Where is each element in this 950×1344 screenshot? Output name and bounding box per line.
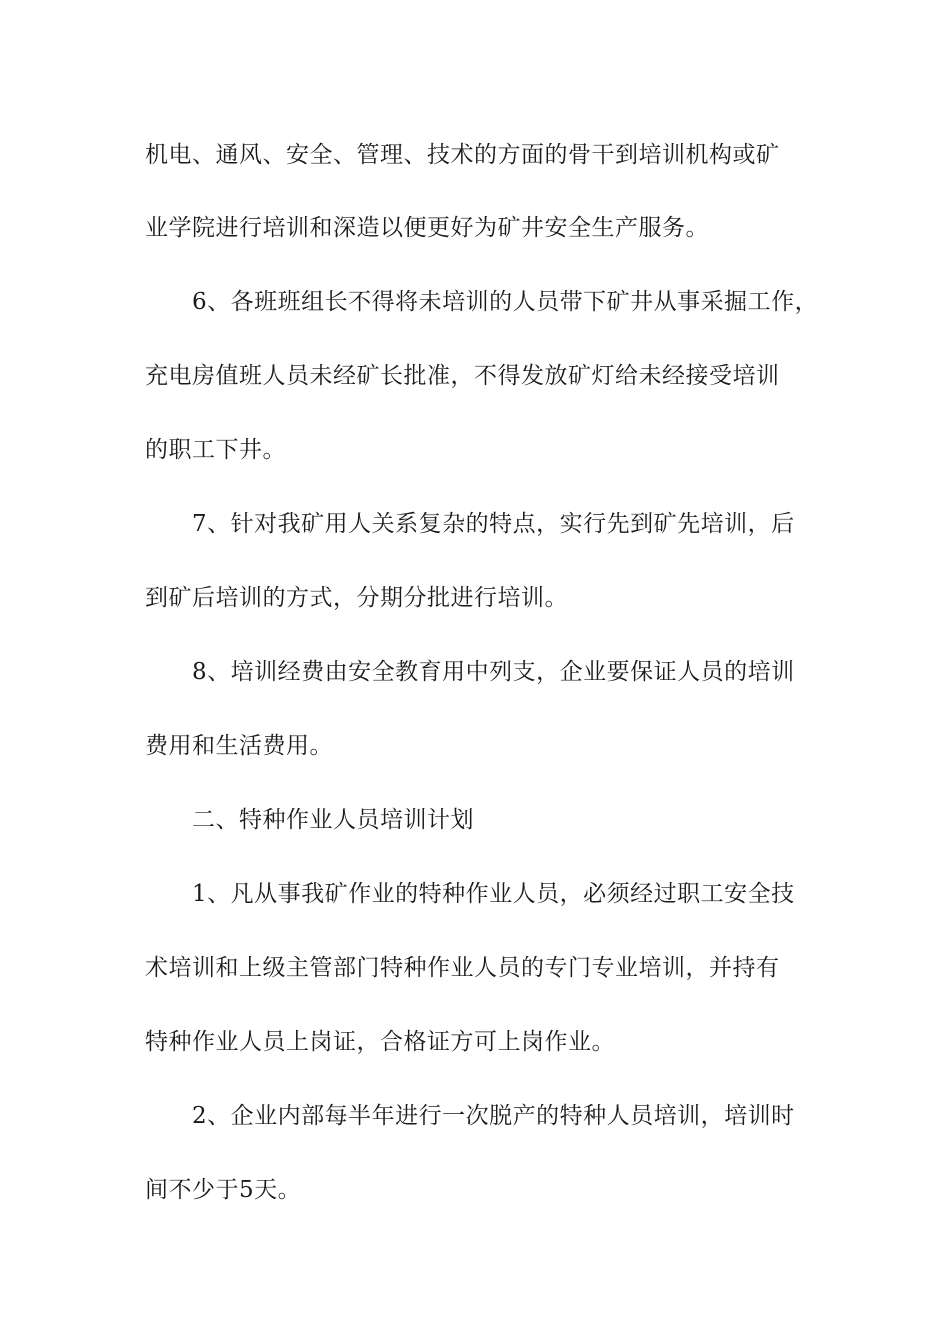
paragraph-6-start: 6、各班班组长不得将未培训的人员带下矿井从事采掘工作， (192, 289, 819, 315)
section-heading: 二、特种作业人员培训计划 (192, 807, 474, 833)
paragraph-2-start: 2、企业内部每半年进行一次脱产的特种人员培训，培训时 (192, 1103, 795, 1129)
text-line: 业学院进行培训和深造以便更好为矿井安全生产服务。 (145, 215, 709, 241)
text-line: 到矿后培训的方式，分期分批进行培训。 (145, 585, 568, 611)
text-line: 机电、通风、安全、管理、技术的方面的骨干到培训机构或矿 (145, 142, 780, 168)
paragraph-1-start: 1、凡从事我矿作业的特种作业人员，必须经过职工安全技 (192, 881, 795, 907)
text-line: 术培训和上级主管部门特种作业人员的专门专业培训，并持有 (145, 955, 780, 981)
text-line: 的职工下井。 (145, 437, 286, 463)
paragraph-7-start: 7、针对我矿用人关系复杂的特点，实行先到矿先培训，后 (192, 511, 795, 537)
paragraph-8-start: 8、培训经费由安全教育用中列支，企业要保证人员的培训 (192, 659, 795, 685)
text-line: 间不少于5天。 (145, 1177, 302, 1203)
text-line: 充电房值班人员未经矿长批准，不得发放矿灯给未经接受培训 (145, 363, 780, 389)
text-line: 费用和生活费用。 (145, 733, 333, 759)
text-line: 特种作业人员上岗证，合格证方可上岗作业。 (145, 1029, 615, 1055)
